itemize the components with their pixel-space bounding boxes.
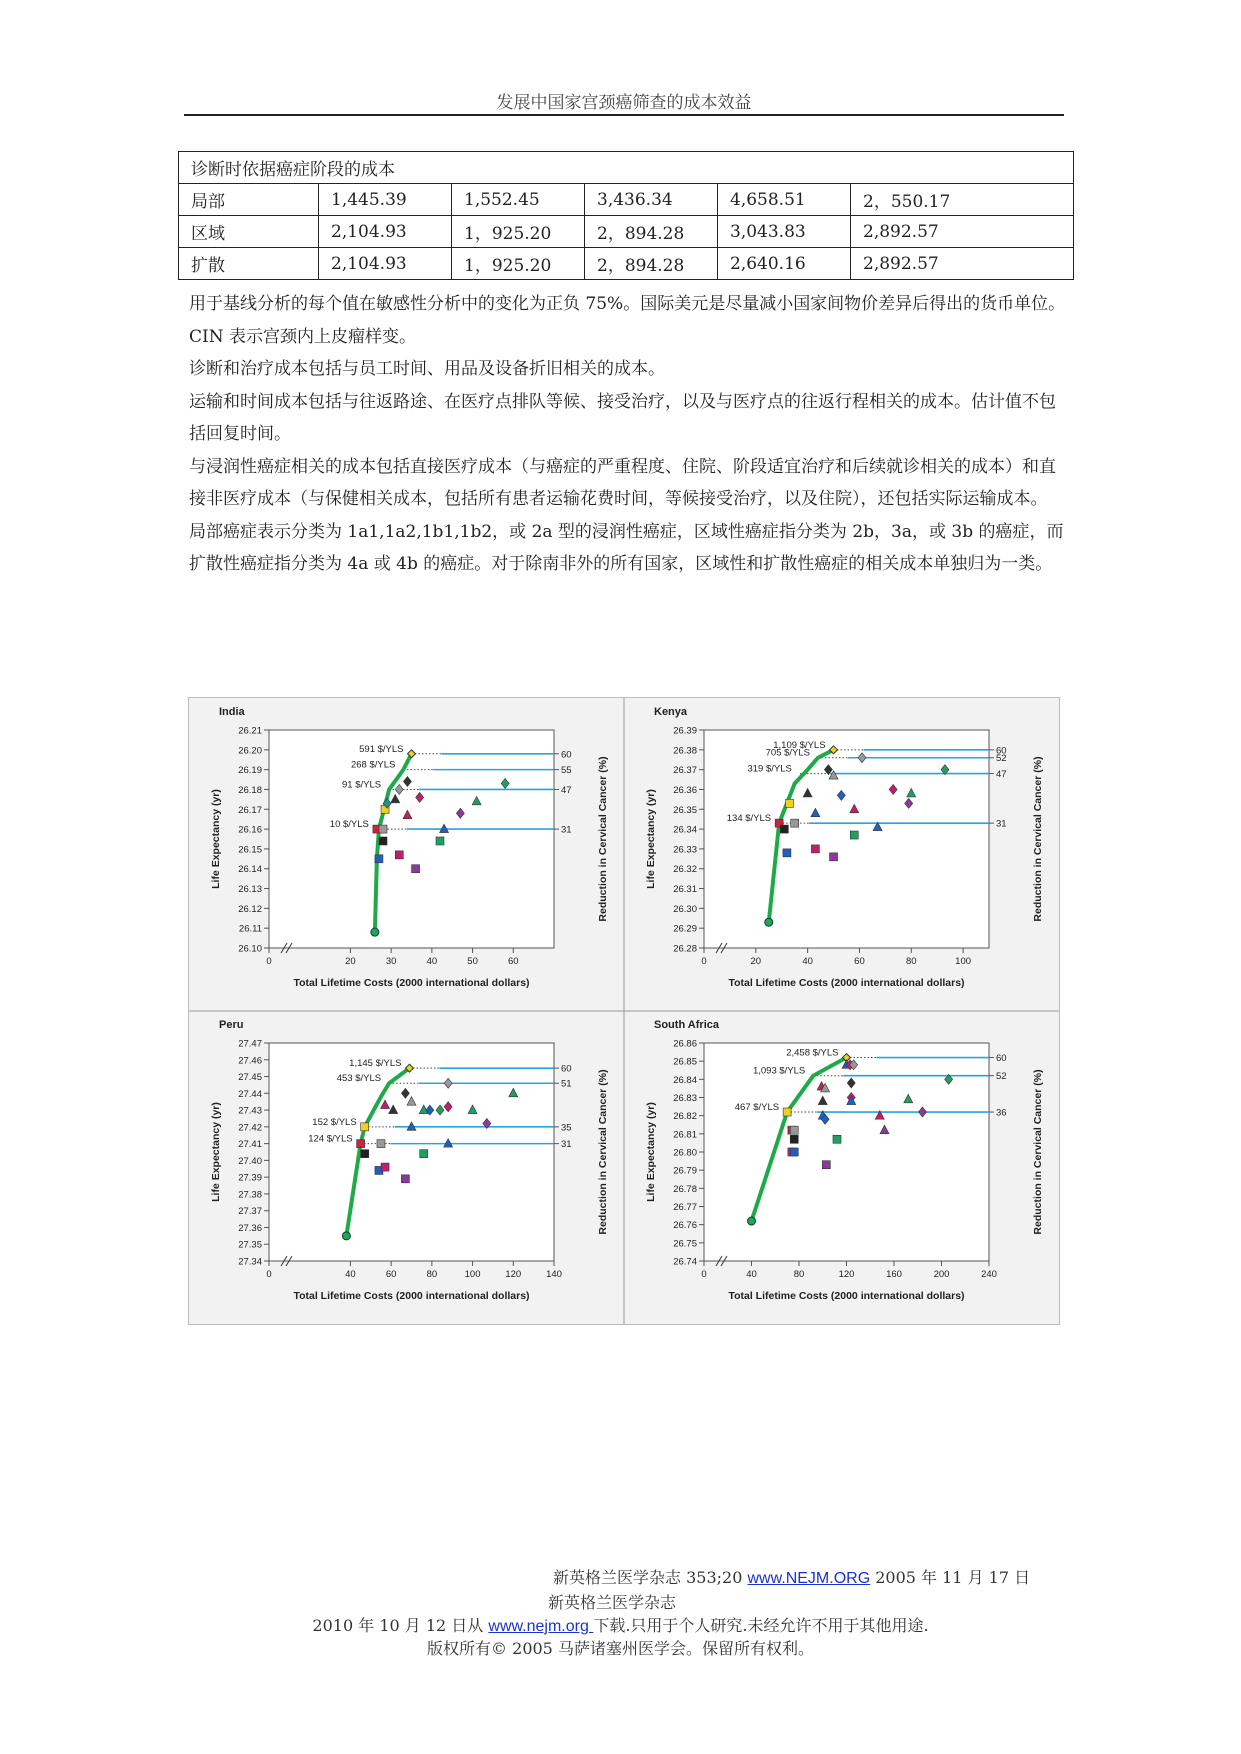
- no-screening-point: [371, 928, 379, 936]
- icer-label: 1,093 $/YLS: [752, 1065, 806, 1077]
- note-paragraph: 与浸润性癌症相关的成本包括直接医疗成本（与癌症的严重程度、住院、阶段适宜治疗和后续就诊相关的成本）和直接非医疗成本（与保健相关成本，包括所有患者运输花费时间，等候接受治疗，以及住院），还包括实际运输成本。: [189, 456, 1056, 509]
- icer-label: 467 $/YLS: [734, 1102, 780, 1114]
- icer-label: 591 $/YLS: [359, 743, 404, 755]
- note-paragraph: 局部癌症表示分类为 1a1,1a2,1b1,1b2，或 2a 型的浸润性癌症，区域性癌症指分类为 2b，3a，或 3b 的癌症，而扩散性癌症指分类为 4a 或 4b 的癌症。对于除南非外的所有国家，区域性和扩散性癌症的相关成本单独归为一类。: [189, 521, 1064, 574]
- y2-tick-label: 60: [561, 749, 572, 761]
- x-tick-label: 0: [701, 1269, 707, 1280]
- strategy-point-square: [377, 1140, 385, 1148]
- y2-tick-label: 35: [561, 1122, 572, 1134]
- y-tick-label: 26.10: [238, 943, 262, 955]
- y-axis-label: Life Expectancy (yr): [210, 1102, 222, 1202]
- y-tick-label: 26.38: [673, 745, 697, 757]
- strategy-point-square: [412, 865, 420, 873]
- table-cell: 2,892.57: [851, 248, 1074, 280]
- y2-axis-label: Reduction in Cervical Cancer (%): [1032, 1069, 1044, 1235]
- strategy-point-square: [822, 1161, 830, 1169]
- strategy-point-square: [786, 799, 794, 807]
- y-tick-label: 26.20: [238, 745, 262, 757]
- table-cell: 3,436.34: [585, 184, 718, 216]
- strategy-point-square: [811, 845, 819, 853]
- figure-canvas: [189, 698, 1059, 1324]
- icer-label: 134 $/YLS: [726, 813, 772, 825]
- footer-copyright: 版权所有© 2005 马萨诸塞州医学会。保留所有权利。: [427, 1639, 814, 1658]
- panel-title: South Africa: [654, 1019, 719, 1031]
- icer-label: 319 $/YLS: [747, 763, 792, 775]
- chart-panel: [645, 1019, 1044, 1302]
- icer-label: 268 $/YLS: [350, 759, 396, 771]
- x-tick-label: 120: [838, 1269, 855, 1280]
- plot-area: [269, 1043, 554, 1261]
- chart-panel: [210, 706, 609, 989]
- y2-axis-label: Reduction in Cervical Cancer (%): [1032, 756, 1044, 922]
- strategy-point-square: [375, 855, 383, 863]
- y-tick-label: 26.74: [673, 1256, 697, 1268]
- table-row-label: 局部: [179, 184, 319, 216]
- y-tick-label: 27.34: [238, 1256, 262, 1268]
- y-tick-label: 27.46: [238, 1055, 262, 1067]
- table-cell: 1，925.20: [452, 248, 585, 280]
- x-tick-label: 60: [385, 1269, 397, 1280]
- y-tick-label: 26.39: [673, 725, 697, 737]
- table-row: [179, 216, 1074, 248]
- y-tick-label: 26.13: [238, 884, 262, 896]
- y-tick-label: 26.33: [673, 844, 697, 856]
- note-paragraph: 诊断和治疗成本包括与员工时间、用品及设备折旧相关的成本。: [189, 359, 665, 379]
- cost-table: [178, 151, 1074, 280]
- y-tick-label: 27.37: [238, 1206, 262, 1218]
- y2-tick-label: 60: [996, 745, 1007, 757]
- x-axis-label: Total Lifetime Costs (2000 international dollars): [293, 977, 530, 989]
- y-axis-label: Life Expectancy (yr): [210, 789, 222, 889]
- y-tick-label: 26.84: [673, 1074, 697, 1086]
- chart-panel: [645, 706, 1044, 989]
- y-tick-label: 27.47: [238, 1038, 262, 1050]
- plot-area: [269, 730, 554, 948]
- no-screening-point: [748, 1217, 756, 1225]
- table-cell: 2,640.16: [718, 248, 851, 280]
- strategy-point-square: [790, 1126, 798, 1134]
- strategy-point-square: [401, 1175, 409, 1183]
- table-cell: 3,043.83: [718, 216, 851, 248]
- table-cell: 1，925.20: [452, 216, 585, 248]
- strategy-point-square: [379, 825, 387, 833]
- y-tick-label: 26.80: [673, 1147, 697, 1159]
- y-tick-label: 27.42: [238, 1122, 262, 1134]
- y-tick-label: 26.17: [238, 804, 262, 816]
- table-title: 诊断时依据癌症阶段的成本: [179, 152, 1074, 184]
- x-axis-label: Total Lifetime Costs (2000 international dollars): [293, 1290, 530, 1302]
- x-tick-label: 20: [345, 956, 356, 967]
- y-tick-label: 26.19: [238, 765, 262, 777]
- y-axis-label: Life Expectancy (yr): [645, 1102, 657, 1202]
- y2-tick-label: 60: [561, 1063, 572, 1075]
- panel-title: India: [219, 706, 245, 718]
- no-screening-point: [342, 1232, 350, 1240]
- table-title-row: [179, 152, 1074, 184]
- y2-tick-label: 31: [561, 1139, 572, 1151]
- icer-label: 705 $/YLS: [765, 747, 810, 759]
- icer-label: 124 $/YLS: [308, 1133, 353, 1145]
- y-tick-label: 26.83: [673, 1093, 697, 1104]
- x-tick-label: 40: [802, 956, 813, 967]
- icer-label: 10 $/YLS: [329, 819, 369, 831]
- y-tick-label: 26.28: [673, 943, 697, 955]
- strategy-point-square: [791, 819, 799, 827]
- table-cell: 2,892.57: [851, 216, 1074, 248]
- y-tick-label: 26.16: [238, 824, 262, 836]
- running-head: 发展中国家宫颈癌筛查的成本效益: [496, 93, 752, 113]
- x-tick-label: 40: [345, 1269, 356, 1280]
- y-tick-label: 26.82: [673, 1111, 697, 1123]
- y-tick-label: 26.76: [673, 1220, 697, 1232]
- y2-tick-label: 36: [996, 1107, 1007, 1119]
- table-row: [179, 184, 1074, 216]
- y-tick-label: 26.32: [673, 864, 697, 876]
- note-paragraph: 用于基线分析的每个值在敏感性分析中的变化为正负 75%。国际美元是尽量减小国家间物价差异后得出的货币单位。CIN 表示宫颈内上皮瘤样变。: [189, 294, 1066, 347]
- chart-panel: [210, 1019, 609, 1302]
- table-cell: 2，894.28: [585, 248, 718, 280]
- footer-journal-name: 新英格兰医学杂志: [548, 1593, 677, 1612]
- table-cell: 1,445.39: [319, 184, 452, 216]
- x-tick-label: 30: [385, 956, 397, 967]
- x-tick-label: 0: [266, 1269, 272, 1280]
- x-axis-label: Total Lifetime Costs (2000 international dollars): [728, 1290, 965, 1302]
- icer-label: 91 $/YLS: [342, 779, 382, 791]
- footer-date-text: 2005 年 11 月 17 日: [870, 1568, 1031, 1587]
- y2-axis-label: Reduction in Cervical Cancer (%): [597, 756, 609, 922]
- y-tick-label: 27.35: [238, 1239, 262, 1251]
- no-screening-point: [765, 918, 773, 926]
- table-cell: 2，894.28: [585, 216, 718, 248]
- strategy-point-square: [379, 837, 387, 845]
- x-tick-label: 40: [746, 1269, 757, 1280]
- y2-tick-label: 60: [996, 1053, 1007, 1065]
- y-tick-label: 26.30: [673, 903, 697, 915]
- x-axis-label: Total Lifetime Costs (2000 international dollars): [728, 977, 965, 989]
- x-tick-label: 80: [905, 956, 917, 967]
- x-tick-label: 50: [467, 956, 478, 967]
- strategy-point-square: [395, 851, 403, 859]
- icer-label: 1,145 $/YLS: [349, 1058, 402, 1070]
- y-tick-label: 26.81: [673, 1129, 697, 1141]
- strategy-point-square: [790, 1148, 798, 1156]
- y-tick-label: 26.21: [238, 725, 262, 737]
- y2-tick-label: 52: [996, 753, 1007, 765]
- y-tick-label: 26.15: [238, 844, 262, 856]
- y-tick-label: 26.31: [673, 884, 697, 896]
- y-tick-label: 26.12: [238, 903, 262, 915]
- strategy-point-square: [381, 1163, 389, 1171]
- x-tick-label: 0: [266, 956, 272, 967]
- x-tick-label: 120: [505, 1269, 522, 1280]
- panel-title: Kenya: [654, 706, 688, 718]
- y-tick-label: 26.85: [673, 1056, 697, 1068]
- footer-journal-line: [553, 1565, 1030, 1588]
- x-tick-label: 200: [933, 1269, 950, 1280]
- y-tick-label: 26.37: [673, 765, 697, 777]
- strategy-point-square: [850, 831, 858, 839]
- strategy-point-square: [790, 1135, 798, 1143]
- table-cell: 1,552.45: [452, 184, 585, 216]
- y-tick-label: 26.18: [238, 784, 262, 796]
- strategy-point-square: [361, 1123, 369, 1131]
- footer-journal-text: 新英格兰医学杂志 353;20: [553, 1568, 748, 1587]
- y2-tick-label: 47: [561, 784, 572, 796]
- y-tick-label: 26.77: [673, 1202, 697, 1213]
- header-rule: [184, 114, 1064, 116]
- nejm-download-link[interactable]: www.nejm.org: [488, 1618, 594, 1635]
- y-tick-label: 26.35: [673, 804, 697, 816]
- y-axis-label: Life Expectancy (yr): [645, 789, 657, 889]
- strategy-point-square: [830, 853, 838, 861]
- x-tick-label: 80: [793, 1269, 805, 1280]
- y-tick-label: 26.86: [673, 1038, 697, 1050]
- x-tick-label: 100: [464, 1269, 481, 1280]
- icer-label: 453 $/YLS: [336, 1073, 382, 1085]
- strategy-point-square: [783, 849, 791, 857]
- table-row-label: 区域: [179, 216, 319, 248]
- panel-title: Peru: [219, 1019, 244, 1031]
- table-cell: 4,658.51: [718, 184, 851, 216]
- y2-tick-label: 55: [561, 765, 572, 777]
- y-tick-label: 26.75: [673, 1238, 697, 1250]
- footer-download-post: 下载.只用于个人研究.未经允许不用于其他用途.: [593, 1616, 929, 1635]
- y-tick-label: 26.79: [673, 1165, 697, 1177]
- y2-tick-label: 51: [561, 1078, 572, 1090]
- y-tick-label: 27.44: [238, 1088, 262, 1100]
- table-row: [179, 248, 1074, 280]
- table-row-label: 扩散: [179, 248, 319, 280]
- nejm-link[interactable]: www.NEJM.ORG: [747, 1570, 871, 1587]
- table-cell: 2,104.93: [319, 216, 452, 248]
- icer-label: 152 $/YLS: [312, 1116, 357, 1128]
- y-tick-label: 27.45: [238, 1072, 262, 1084]
- y-tick-label: 26.29: [673, 923, 697, 935]
- strategy-point-square: [357, 1140, 365, 1148]
- strategy-point-square: [780, 825, 788, 833]
- y-tick-label: 26.78: [673, 1183, 697, 1195]
- footer-download-line: [0, 1613, 1241, 1636]
- y2-tick-label: 52: [996, 1071, 1007, 1083]
- x-tick-label: 60: [854, 956, 865, 967]
- strategy-point-square: [783, 1108, 791, 1116]
- strategy-point-square: [436, 837, 444, 845]
- note-paragraph: 运输和时间成本包括与往返路途、在医疗点排队等候、接受治疗，以及与医疗点的往返行程相关的成本。估计值不包括回复时间。: [189, 391, 1056, 444]
- y-tick-label: 27.43: [238, 1105, 262, 1117]
- icer-label: 2,458 $/YLS: [786, 1047, 839, 1059]
- y-tick-label: 27.41: [238, 1139, 262, 1151]
- y2-axis-label: Reduction in Cervical Cancer (%): [597, 1069, 609, 1235]
- x-tick-label: 60: [507, 956, 519, 967]
- y2-tick-label: 47: [996, 769, 1007, 781]
- strategy-point-square: [833, 1135, 841, 1143]
- strategy-point-square: [361, 1150, 369, 1158]
- x-tick-label: 0: [701, 956, 707, 967]
- y2-tick-label: 31: [561, 824, 572, 836]
- x-tick-label: 140: [546, 1269, 562, 1280]
- strategy-point-square: [420, 1150, 428, 1158]
- table-notes: [189, 288, 1069, 581]
- y-tick-label: 27.39: [238, 1172, 262, 1184]
- y-tick-label: 27.40: [238, 1155, 262, 1167]
- table-cell: 2，550.17: [851, 184, 1074, 216]
- icer-label: 1,109 $/YLS: [773, 739, 826, 751]
- x-tick-label: 40: [426, 956, 438, 967]
- x-tick-label: 100: [955, 956, 972, 967]
- cost-effectiveness-figure: [188, 697, 1060, 1325]
- footer-download-pre: 2010 年 10 月 12 日从: [312, 1616, 489, 1635]
- x-tick-label: 80: [426, 1269, 438, 1280]
- y-tick-label: 26.34: [673, 824, 697, 836]
- y-tick-label: 27.38: [238, 1189, 262, 1201]
- y-tick-label: 26.14: [238, 864, 262, 876]
- table-cell: 2,104.93: [319, 248, 452, 280]
- x-tick-label: 20: [750, 956, 762, 967]
- y-tick-label: 26.36: [673, 784, 697, 796]
- x-tick-label: 240: [981, 1269, 997, 1280]
- y-tick-label: 26.11: [238, 923, 262, 935]
- y2-tick-label: 31: [996, 818, 1007, 830]
- y-tick-label: 27.36: [238, 1222, 262, 1234]
- x-tick-label: 160: [886, 1269, 902, 1280]
